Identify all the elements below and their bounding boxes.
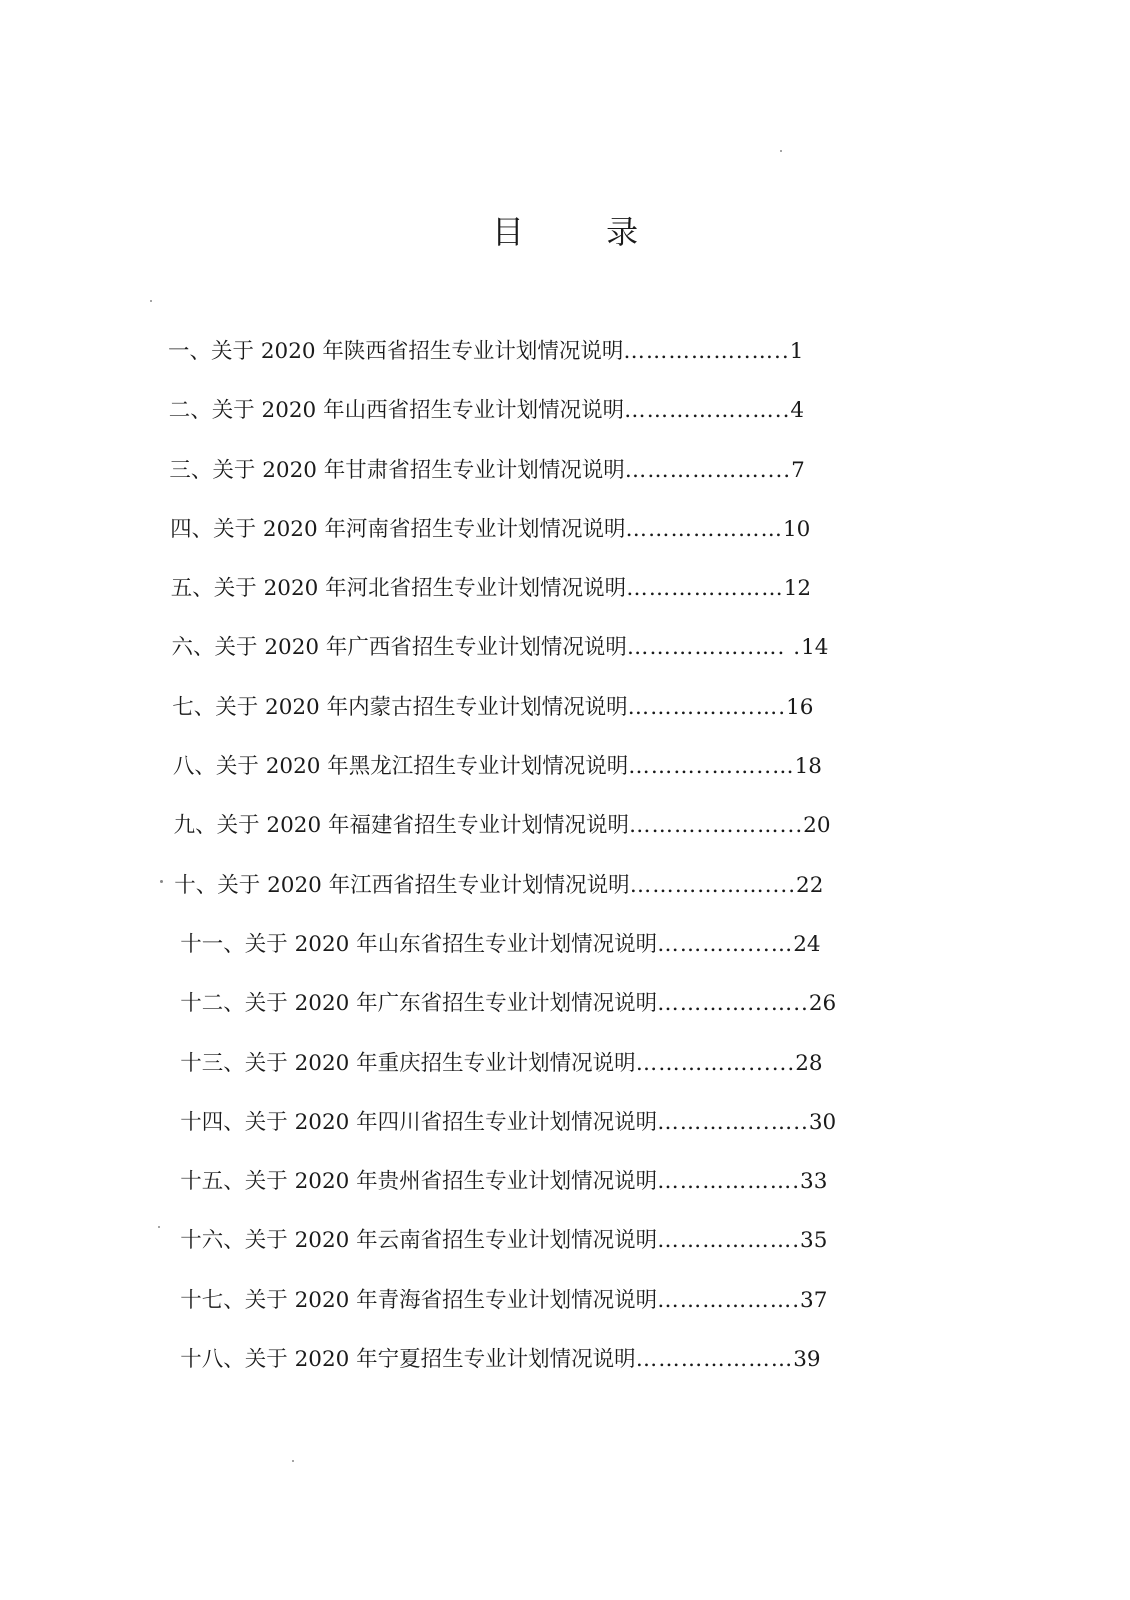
toc-entry — [0, 451, 1130, 510]
toc-entry-label: 八、关于 2020 年黑龙江招生专业计划情况说明 — [172, 754, 629, 780]
toc-entry — [0, 925, 1130, 984]
toc-entry-leader: ………………… — [626, 576, 784, 602]
toc-entry-leader: ……………….... — [624, 457, 792, 483]
toc-entry-label: 十四、关于 2020 年四川省招生专业计划情况说明 — [180, 1109, 658, 1135]
toc-entry-label: 三、关于 2020 年甘肃省招生专业计划情况说明 — [169, 457, 625, 483]
toc-entry-leader: ……………...... — [635, 1050, 796, 1076]
toc-entry-leader: …………...… — [657, 931, 794, 957]
toc-entry — [0, 747, 1130, 806]
toc-entry — [0, 1162, 1130, 1221]
toc-entry-label: 十、关于 2020 年江西省招生专业计划情况说明 — [174, 872, 630, 898]
toc-entry — [0, 391, 1130, 450]
toc-entry-label: 一、关于 2020 年陕西省招生专业计划情况说明 — [168, 339, 624, 364]
toc-entry — [0, 1221, 1130, 1280]
toc-entry-page: 24 — [793, 931, 821, 957]
toc-entry-label: 九、关于 2020 年福建省招生专业计划情况说明 — [173, 813, 629, 839]
toc-entry-label: 十二、关于 2020 年广东省招生专业计划情况说明 — [180, 991, 658, 1017]
toc-entry — [0, 510, 1130, 569]
toc-entry-label: 十六、关于 2020 年云南省招生专业计划情况说明 — [180, 1228, 658, 1254]
toc-entry-leader: ………………… — [635, 1347, 794, 1373]
toc-entry-leader: ………..……..… — [628, 754, 795, 780]
scan-speck — [160, 880, 163, 883]
toc-entry-label: 十八、关于 2020 年宁夏招生专业计划情况说明 — [180, 1347, 636, 1373]
toc-entry-page: 35 — [800, 1228, 828, 1254]
toc-entry-label: 六、关于 2020 年广西省招生专业计划情况说明 — [171, 635, 627, 661]
toc-entry-page: 39 — [793, 1347, 821, 1373]
toc-entry-page: 12 — [783, 576, 812, 602]
toc-entry — [0, 569, 1130, 628]
toc-entry-label: 四、关于 2020 年河南省招生专业计划情况说明 — [170, 516, 626, 542]
toc-entry — [0, 806, 1130, 865]
toc-entry-label: 十一、关于 2020 年山东省招生专业计划情况说明 — [180, 931, 658, 957]
toc-entry — [0, 866, 1130, 925]
toc-entry-leader: …………...….. — [657, 1109, 809, 1135]
toc-entry — [0, 1103, 1130, 1162]
toc-entry-leader: ……………..….. — [624, 398, 791, 424]
toc-entry-leader: ……………..….. — [623, 339, 790, 364]
toc-entry-page: 28 — [795, 1050, 823, 1076]
scan-speck — [150, 300, 152, 302]
toc-entry — [0, 1340, 1130, 1399]
toc-entry-page: 26 — [808, 991, 837, 1017]
toc-entry-label: 十五、关于 2020 年贵州省招生专业计划情况说明 — [180, 1169, 658, 1195]
toc-entry-label: 十七、关于 2020 年青海省招生专业计划情况说明 — [180, 1287, 658, 1313]
toc-entry-leader: ………………. — [657, 1287, 801, 1313]
scan-speck — [158, 1226, 160, 1228]
toc-entry-leader: ………………. — [657, 1228, 801, 1254]
toc-entry-page: 20 — [803, 813, 831, 839]
toc-entry-label: 七、关于 2020 年内蒙古招生专业计划情况说明 — [172, 694, 628, 720]
toc-entry-page: 16 — [786, 694, 814, 720]
toc-entry-leader: ………..………... — [628, 813, 804, 839]
toc-entry-label: 五、关于 2020 年河北省招生专业计划情况说明 — [170, 576, 627, 602]
toc-entry-page: 33 — [800, 1169, 828, 1195]
toc-entry-leader: ………………. — [657, 1169, 801, 1195]
toc-entry — [0, 1044, 1130, 1103]
toc-entry-label: 二、关于 2020 年山西省招生专业计划情况说明 — [168, 398, 625, 424]
scan-speck — [292, 1460, 294, 1462]
toc-entry — [0, 332, 1130, 391]
toc-entry-page: 7 — [791, 457, 805, 483]
toc-entry-leader: ………………… — [625, 516, 783, 542]
toc-entry — [0, 984, 1130, 1043]
toc-entry-leader: ……………….... — [629, 872, 797, 898]
toc-entry-page: 4 — [790, 398, 805, 424]
toc-entry-page: 18 — [794, 754, 822, 780]
toc-entry — [0, 1281, 1130, 1340]
toc-entry-page: 30 — [808, 1109, 837, 1135]
toc-entry — [0, 688, 1130, 747]
toc-entry-leader: ……………..…. . — [626, 635, 802, 661]
toc-entry-label: 十三、关于 2020 年重庆招生专业计划情况说明 — [180, 1050, 636, 1076]
toc-entry-page: 10 — [782, 516, 811, 542]
toc-entry — [0, 628, 1130, 687]
scan-speck — [780, 150, 782, 152]
toc-entry-leader: ……………..…. — [627, 694, 787, 720]
toc-entry-page: 1 — [789, 339, 804, 364]
toc-entry-leader: …………...….. — [657, 991, 809, 1017]
table-of-contents — [0, 332, 1130, 1399]
toc-entry-page: 37 — [800, 1287, 828, 1313]
toc-entry-page: 14 — [801, 635, 829, 661]
toc-entry-page: 22 — [796, 872, 824, 898]
page-title: 目 录 — [491, 213, 675, 251]
